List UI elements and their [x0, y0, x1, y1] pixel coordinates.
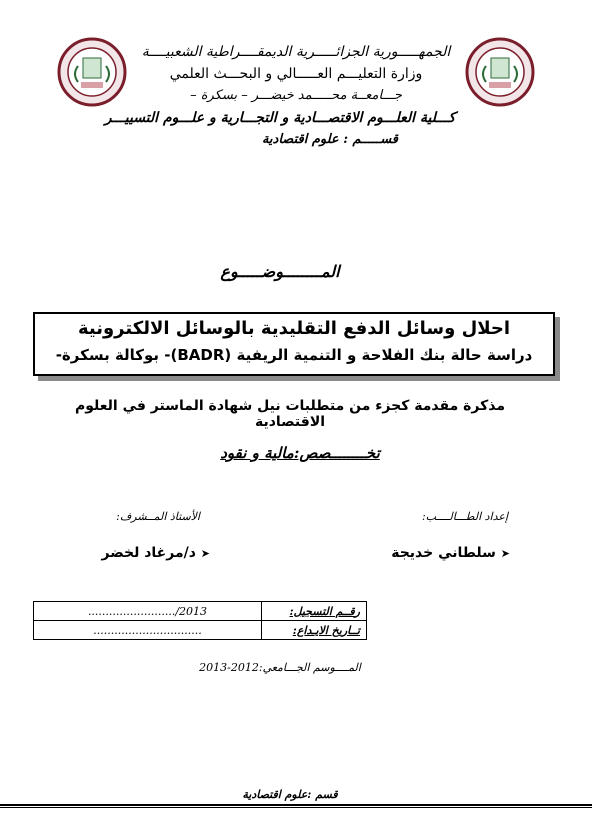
supervisor-label: الأستاذ المــشرف: — [116, 510, 200, 523]
header-department: قســـــم : علوم اقتصادية — [261, 132, 399, 147]
footer-text: قسم :علوم اقتصادية — [242, 788, 338, 801]
subject-heading: المــــــــوضـــــوع — [220, 262, 340, 281]
registration-number-value: ........................./2013 — [34, 602, 262, 621]
thesis-title: احلال وسائل الدفع التقليدية بالوسائل الالكترونية — [77, 318, 511, 339]
deposit-date-label: تــاريخ الايـداع: — [262, 621, 367, 640]
header-ministry: وزارة التعليـــم العـــــالي و البحـــث العلمي — [169, 66, 423, 82]
thesis-subtitle: دراسة حالة بنك الفلاحة و التنمية الريفية (BADR)- بوكالة بسكرة- — [55, 346, 533, 364]
deposit-date-row — [34, 621, 367, 640]
student-name: سلطاني خديجة — [391, 545, 496, 561]
footer-divider — [0, 804, 592, 806]
registration-number-label: رقــم التسجيل: — [262, 602, 367, 621]
registration-table — [33, 601, 367, 640]
academic-year: المــــوسم الجـــامعي:2012-2013 — [199, 661, 361, 674]
header-faculty: كـــلية العلـــوم الاقتصـــادية و التجـــارية و علـــوم التسييـــر — [104, 110, 456, 126]
student-label: إعداد الطـــالــــب: — [421, 510, 508, 523]
supervisor-name: د/مرغاد لخضر — [101, 545, 196, 561]
footer-department — [200, 788, 380, 801]
supervisor-row — [90, 545, 210, 561]
deposit-date-value: ............................... — [34, 621, 262, 640]
arrowhead-bullet-icon: ➤ — [500, 547, 510, 560]
thesis-statement: مذكرة مقدمة كجزء من متطلبات نيل شهادة الماستر في العلوم الاقتصادية — [75, 398, 505, 430]
header-university: جـــامعــة محـــــمد خيضـــر – بسكرة – — [190, 88, 402, 103]
student-row — [380, 545, 510, 561]
footer-divider-thin — [0, 807, 592, 808]
registration-number-row — [34, 602, 367, 621]
header-republic: الجمهـــــورية الجزائـــــرية الديمقــــراطية الشعبيــــة — [141, 44, 451, 60]
title-box — [33, 312, 555, 376]
arrowhead-bullet-icon: ➤ — [200, 547, 210, 560]
specialization: تخــــــــصص:مالية و نقود — [220, 444, 380, 462]
